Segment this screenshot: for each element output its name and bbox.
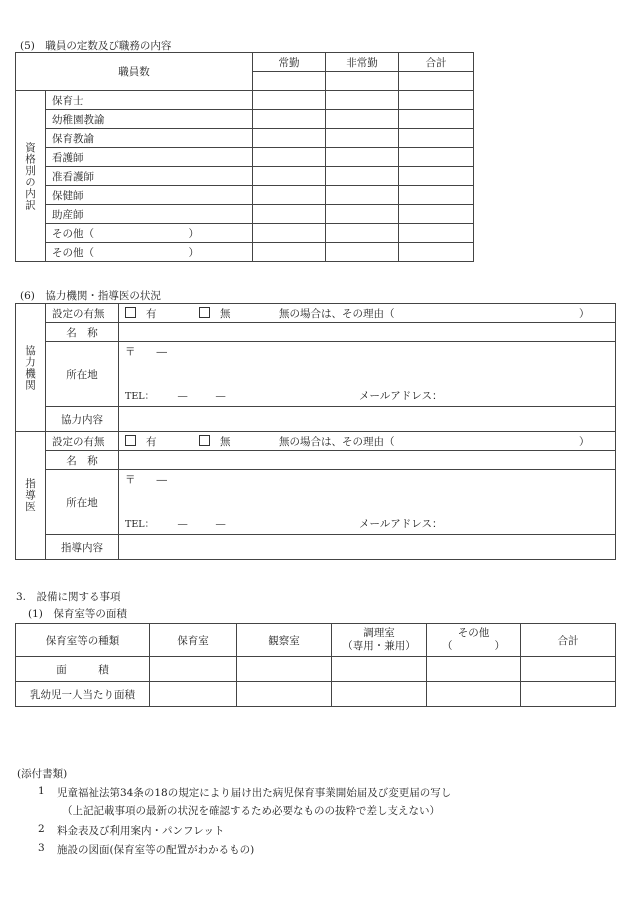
name-label: 名 称 bbox=[46, 323, 119, 342]
address-field[interactable] bbox=[119, 470, 616, 535]
tel-label: TEL： ― ― bbox=[125, 519, 226, 530]
full-time-cell[interactable] bbox=[253, 167, 326, 186]
qualification-row-label: 保育士 bbox=[46, 91, 253, 110]
yes-checkbox[interactable]: 有 bbox=[125, 436, 157, 448]
email-label: メールアドレス： bbox=[359, 390, 443, 402]
attachment-num: 2 bbox=[38, 823, 45, 835]
total-cell[interactable] bbox=[399, 205, 474, 224]
no-checkbox[interactable]: 無 bbox=[199, 306, 231, 321]
qualification-row-label: 助産師 bbox=[46, 205, 253, 224]
section-5-title: (5) 職員の定数及び職務の内容 bbox=[20, 40, 172, 52]
total-cell[interactable] bbox=[399, 91, 474, 110]
section-3-title: 3. 設備に関する事項 bbox=[16, 591, 121, 603]
no-checkbox[interactable]: 無 bbox=[199, 434, 231, 449]
total-header: 合計 bbox=[399, 53, 474, 72]
area-row-label: 面 積 bbox=[16, 657, 150, 682]
total-header: 合計 bbox=[521, 624, 616, 657]
name-label: 名 称 bbox=[46, 451, 119, 470]
area-cell[interactable] bbox=[427, 657, 521, 682]
full-time-header: 常勤 bbox=[253, 53, 326, 72]
reason-label: 無の場合は、その理由（ bbox=[279, 307, 395, 320]
part-time-cell[interactable] bbox=[326, 129, 399, 148]
part-time-cell[interactable] bbox=[326, 91, 399, 110]
area-cell[interactable] bbox=[521, 657, 616, 682]
header-blank bbox=[253, 72, 326, 91]
qualification-side-label: 資格別の内訳 bbox=[16, 91, 46, 262]
postal-label: 〒 ― bbox=[125, 346, 167, 358]
tel-label: TEL： ― ― bbox=[125, 391, 226, 402]
content-field[interactable] bbox=[119, 535, 616, 560]
qualification-row-label: 看護師 bbox=[46, 148, 253, 167]
qualification-row-label: 保健師 bbox=[46, 186, 253, 205]
part-time-header: 非常勤 bbox=[326, 53, 399, 72]
full-time-cell[interactable] bbox=[253, 224, 326, 243]
part-time-cell[interactable] bbox=[326, 167, 399, 186]
per-child-area-cell[interactable] bbox=[332, 682, 427, 707]
presence-label: 設定の有無 bbox=[46, 304, 119, 323]
part-time-cell[interactable] bbox=[326, 243, 399, 262]
content-label: 指導内容 bbox=[46, 535, 119, 560]
attachment-num: 1 bbox=[38, 785, 45, 797]
total-cell[interactable] bbox=[399, 243, 474, 262]
area-cell[interactable] bbox=[332, 657, 427, 682]
staff-table bbox=[15, 52, 474, 262]
cooperation-table bbox=[15, 303, 616, 560]
address-label: 所在地 bbox=[46, 342, 119, 407]
full-time-cell[interactable] bbox=[253, 243, 326, 262]
qualification-row-label: 保育教諭 bbox=[46, 129, 253, 148]
reason-label: 無の場合は、その理由（ bbox=[279, 435, 395, 448]
content-label: 協力内容 bbox=[46, 407, 119, 432]
total-cell[interactable] bbox=[399, 110, 474, 129]
attachment-item: 児童福祉法第34条の18の規定により届け出た病児保育事業開始届及び変更届の写し bbox=[57, 787, 452, 799]
full-time-cell[interactable] bbox=[253, 91, 326, 110]
total-cell[interactable] bbox=[399, 186, 474, 205]
nursery-room-header: 保育室 bbox=[150, 624, 237, 657]
attachment-item: 料金表及び利用案内・パンフレット bbox=[57, 825, 225, 837]
staff-count-header: 職員数 bbox=[16, 53, 253, 91]
presence-row bbox=[119, 304, 616, 323]
name-field[interactable] bbox=[119, 323, 616, 342]
part-time-cell[interactable] bbox=[326, 224, 399, 243]
cooperation-side-label: 協力機関 bbox=[16, 304, 46, 432]
attachment-num: 3 bbox=[38, 842, 45, 854]
observation-room-header: 観察室 bbox=[237, 624, 332, 657]
total-cell[interactable] bbox=[399, 148, 474, 167]
full-time-cell[interactable] bbox=[253, 148, 326, 167]
attachments-title: (添付書類) bbox=[17, 768, 68, 780]
content-field[interactable] bbox=[119, 407, 616, 432]
attachment-item: 施設の図面(保育室等の配置がわかるもの) bbox=[57, 844, 255, 856]
type-header: 保育室等の種類 bbox=[16, 624, 150, 657]
part-time-cell[interactable] bbox=[326, 148, 399, 167]
qualification-row-label: 准看護師 bbox=[46, 167, 253, 186]
header-blank bbox=[326, 72, 399, 91]
qualification-row-label: 幼稚園教諭 bbox=[46, 110, 253, 129]
header-blank bbox=[399, 72, 474, 91]
address-field[interactable] bbox=[119, 342, 616, 407]
facility-table bbox=[15, 623, 616, 707]
presence-label: 設定の有無 bbox=[46, 432, 119, 451]
yes-checkbox[interactable]: 有 bbox=[125, 308, 157, 320]
part-time-cell[interactable] bbox=[326, 205, 399, 224]
total-cell[interactable] bbox=[399, 167, 474, 186]
name-field[interactable] bbox=[119, 451, 616, 470]
full-time-cell[interactable] bbox=[253, 186, 326, 205]
per-child-area-label: 乳幼児一人当たり面積 bbox=[16, 682, 150, 707]
email-label: メールアドレス： bbox=[359, 518, 443, 530]
full-time-cell[interactable] bbox=[253, 110, 326, 129]
qualification-row-label: その他（ ） bbox=[46, 243, 253, 262]
reason-close: ） bbox=[579, 307, 590, 320]
postal-label: 〒 ― bbox=[125, 474, 167, 486]
kitchen-header: 調理室 （専用・兼用） bbox=[332, 624, 427, 657]
part-time-cell[interactable] bbox=[326, 110, 399, 129]
per-child-area-cell[interactable] bbox=[521, 682, 616, 707]
full-time-cell[interactable] bbox=[253, 129, 326, 148]
per-child-area-cell[interactable] bbox=[427, 682, 521, 707]
presence-row bbox=[119, 432, 616, 451]
advisor-side-label: 指導医 bbox=[16, 432, 46, 560]
attachment-note: （上記記載事項の最新の状況を確認するため必要なものの抜粋で差し支えない） bbox=[62, 805, 440, 817]
section-6-title: (6) 協力機関・指導医の状況 bbox=[20, 290, 161, 302]
qualification-row-label: その他（ ） bbox=[46, 224, 253, 243]
per-child-area-cell[interactable] bbox=[150, 682, 237, 707]
address-label: 所在地 bbox=[46, 470, 119, 535]
area-cell[interactable] bbox=[150, 657, 237, 682]
total-cell[interactable] bbox=[399, 129, 474, 148]
full-time-cell[interactable] bbox=[253, 205, 326, 224]
area-cell[interactable] bbox=[237, 657, 332, 682]
per-child-area-cell[interactable] bbox=[237, 682, 332, 707]
total-cell[interactable] bbox=[399, 224, 474, 243]
other-header: その他 （ ） bbox=[427, 624, 521, 657]
reason-close: ） bbox=[579, 435, 590, 448]
part-time-cell[interactable] bbox=[326, 186, 399, 205]
section-3-subtitle: (1) 保育室等の面積 bbox=[28, 608, 127, 620]
